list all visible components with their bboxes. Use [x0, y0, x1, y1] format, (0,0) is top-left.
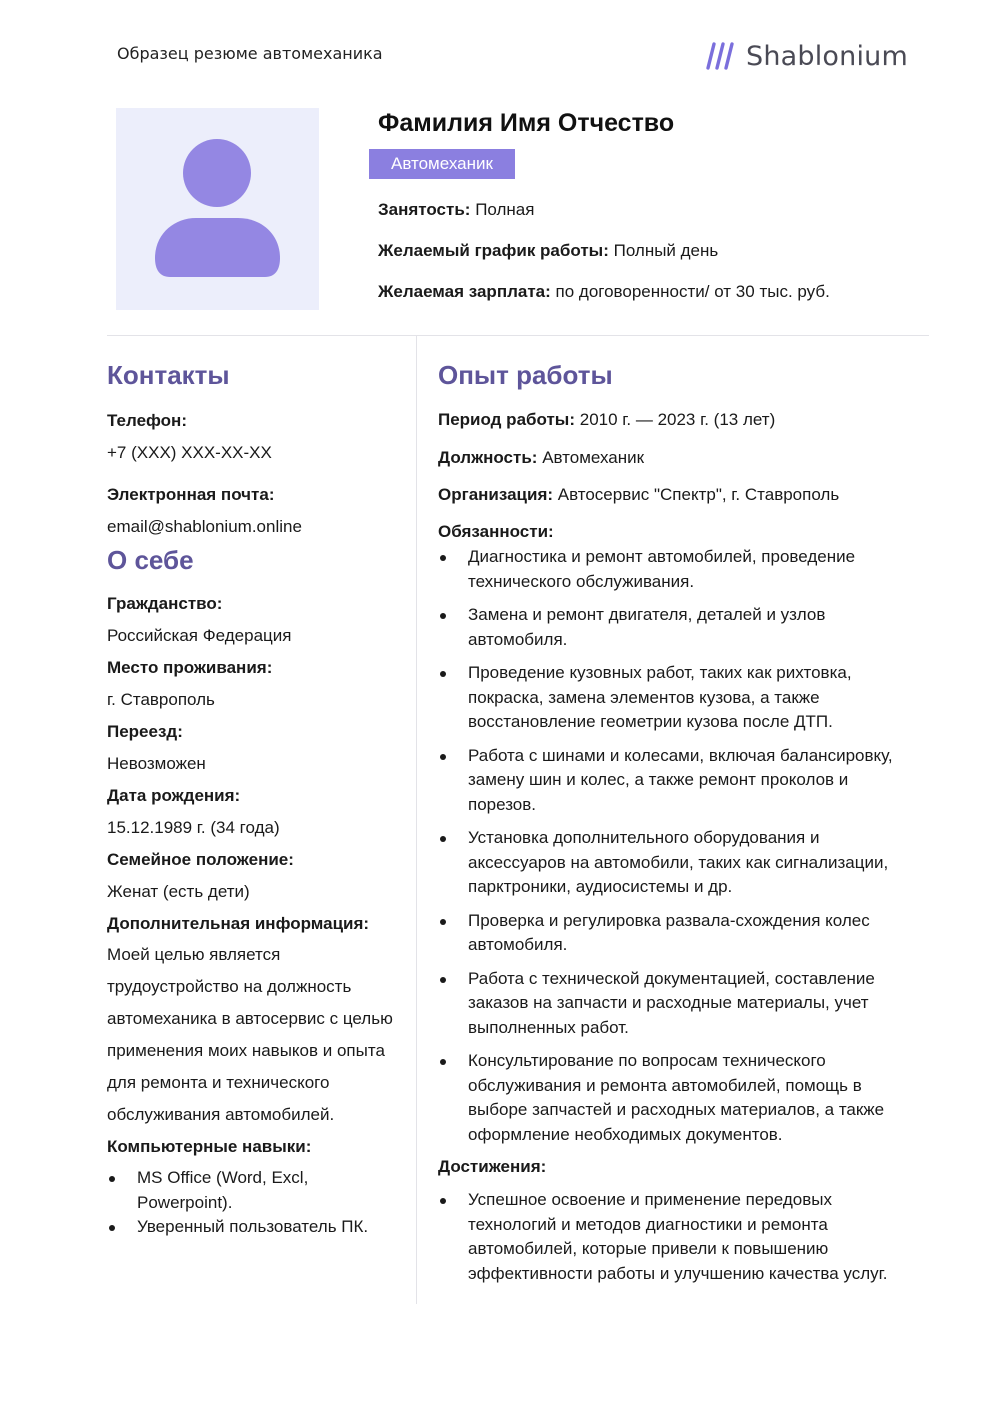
skill-item: Уверенный пользователь ПК. — [107, 1215, 377, 1240]
skills-list — [107, 1166, 377, 1240]
period-value: 2010 г. — 2023 г. (13 лет) — [579, 410, 776, 429]
relocation-label: Переезд: — [107, 722, 183, 741]
duty-item: Работа с технической документацией, составление заказов на запчасти и расходные материалы, учет выполненных работ. — [438, 967, 914, 1041]
full-name: Фамилия Имя Отчество — [378, 109, 675, 137]
period-label: Период работы: — [438, 410, 575, 429]
org-line — [438, 484, 918, 506]
employment-value: Полная — [475, 200, 535, 219]
duty-item: Проведение кузовных работ, таких как рихтовка, покраска, замена элементов кузова, а также восстановление геометрии кузова после ДТП. — [438, 661, 914, 735]
left-column — [107, 356, 407, 1240]
column-divider — [416, 336, 417, 1304]
achievement-item: Успешное освоение и применение передовых технологий и методов диагностики и ремонта автомобилей, которые привели к повышению эффективности работы и улучшению качества услуг. — [438, 1188, 898, 1286]
citizenship-value: Российская Федерация — [107, 626, 292, 645]
duty-item: Замена и ремонт двигателя, деталей и узлов автомобиля. — [438, 603, 914, 652]
skills-label: Компьютерные навыки: — [107, 1137, 312, 1156]
family-value: Женат (есть дети) — [107, 882, 250, 901]
duty-item: Проверка и регулировка развала-схождения колес автомобиля. — [438, 909, 914, 958]
citizenship-label: Гражданство: — [107, 594, 223, 613]
right-column — [438, 356, 918, 1286]
achievements-label: Достижения: — [438, 1157, 547, 1176]
salary-line — [378, 282, 938, 302]
org-label: Организация: — [438, 485, 554, 504]
position-badge: Автомеханик — [369, 149, 515, 179]
duty-item: Консультирование по вопросам технического обслуживания и ремонта автомобилей, помощь в выборе запчастей и расходных материалов, а также оформление необходимых документов. — [438, 1049, 914, 1147]
user-avatar-icon — [116, 108, 319, 310]
horizontal-divider — [107, 335, 929, 336]
salary-value: по договоренности/ от 30 тыс. руб. — [555, 282, 830, 301]
slashes-logo-icon — [706, 41, 738, 71]
page-caption: Образец резюме автомеханика — [117, 44, 383, 63]
skill-item: MS Office (Word, Excl, Powerpoint). — [107, 1166, 377, 1215]
relocation-value: Невозможен — [107, 754, 206, 773]
profile-photo — [116, 108, 319, 310]
duty-item: Установка дополнительного оборудования и аксессуаров на автомобили, таких как сигнализации, парктроники, аудиосистемы и др. — [438, 826, 914, 900]
about-title: О себе — [107, 545, 194, 575]
family-label: Семейное положение: — [107, 850, 294, 869]
phone-label: Телефон: — [107, 411, 187, 430]
salary-label: Желаемая зарплата: — [378, 282, 551, 301]
header-info — [378, 108, 938, 302]
duty-item: Диагностика и ремонт автомобилей, проведение технического обслуживания. — [438, 545, 914, 594]
experience-title: Опыт работы — [438, 360, 613, 390]
residence-label: Место проживания: — [107, 658, 273, 677]
duties-list — [438, 545, 914, 1147]
schedule-line — [378, 241, 938, 261]
additional-label: Дополнительная информация: — [107, 914, 370, 933]
additional-value: Моей целью является трудоустройство на должность автомеханика в автосервис с целью применения моих навыков и опыта для ремонта и технического обслуживания автомобилей. — [107, 945, 393, 1124]
duty-item: Работа с шинами и колесами, включая балансировку, замену шин и колес, а также ремонт проколов и порезов. — [438, 744, 914, 818]
contacts-title: Контакты — [107, 360, 230, 390]
brand-name: Shablonium — [746, 40, 908, 72]
email-value: email@shablonium.online — [107, 517, 302, 536]
employment-label: Занятость: — [378, 200, 471, 219]
phone-value: +7 (XXX) XXX-XX-XX — [107, 443, 272, 462]
brand-logo — [706, 38, 908, 74]
role-line — [438, 447, 918, 469]
birth-value: 15.12.1989 г. (34 года) — [107, 818, 280, 837]
employment-line — [378, 200, 938, 220]
role-value: Автомеханик — [542, 448, 645, 467]
schedule-value: Полный день — [613, 241, 719, 260]
residence-value: г. Ставрополь — [107, 690, 215, 709]
duties-label: Обязанности: — [438, 522, 554, 541]
birth-label: Дата рождения: — [107, 786, 241, 805]
schedule-label: Желаемый график работы: — [378, 241, 609, 260]
email-label: Электронная почта: — [107, 485, 275, 504]
achievements-list — [438, 1188, 898, 1286]
role-label: Должность: — [438, 448, 538, 467]
org-value: Автосервис "Спектр", г. Ставрополь — [557, 485, 840, 504]
period-line — [438, 409, 918, 431]
